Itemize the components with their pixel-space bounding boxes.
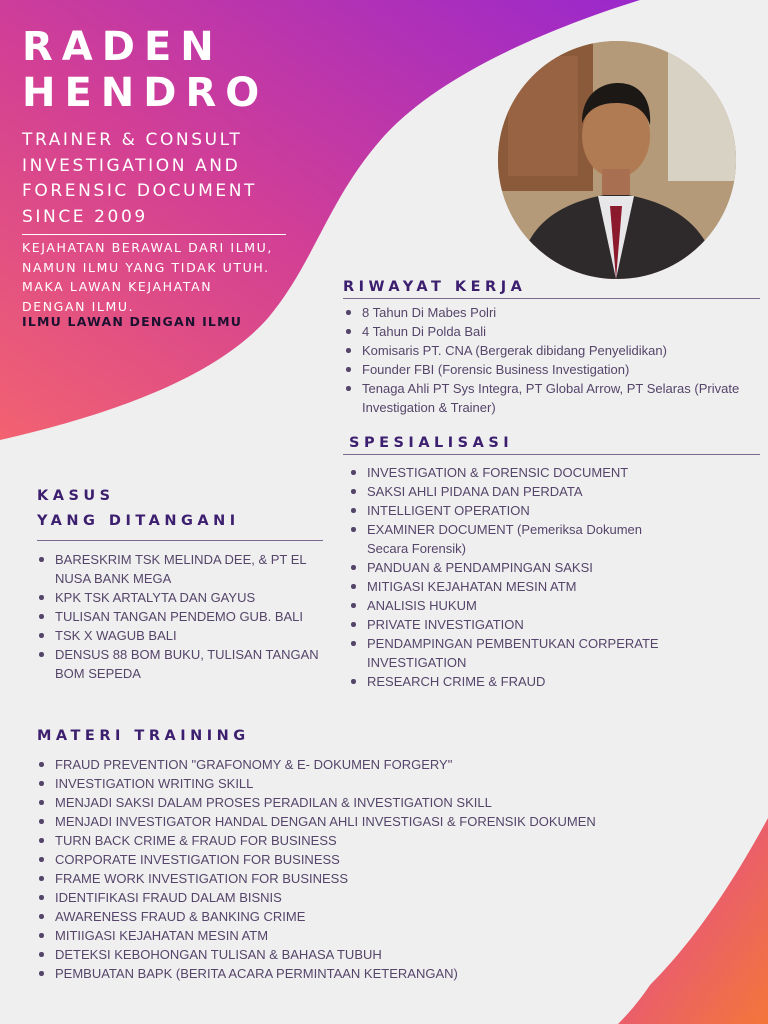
list-item: 4 Tahun Di Polda Bali xyxy=(340,322,758,341)
list-item: DETEKSI KEBOHONGAN TULISAN & BAHASA TUBUH xyxy=(33,945,713,964)
quote-line: MAKA LAWAN KEJAHATAN xyxy=(22,279,213,294)
tagline xyxy=(22,128,312,230)
list-item: TSK X WAGUB BALI xyxy=(33,626,343,645)
list-item: Komisaris PT. CNA (Bergerak dibidang Penyelidikan) xyxy=(340,341,758,360)
quote-line: KEJAHATAN BERAWAL DARI ILMU, xyxy=(22,240,273,255)
list-item: Founder FBI (Forensic Business Investigation) xyxy=(340,360,758,379)
list-item: PENDAMPINGAN PEMBENTUKAN CORPERATE INVESTIGATION xyxy=(345,634,675,672)
list-item: BARESKRIM TSK MELINDA DEE, & PT EL NUSA BANK MEGA xyxy=(33,550,343,588)
riwayat-divider xyxy=(343,298,760,299)
quote-line: DENGAN ILMU. xyxy=(22,298,135,314)
person-name xyxy=(22,24,268,116)
kasus-list xyxy=(33,550,343,683)
list-item: 8 Tahun Di Mabes Polri xyxy=(340,303,758,322)
kasus-divider xyxy=(37,540,323,541)
materi-training-heading: MATERI TRAINING xyxy=(37,728,250,744)
tagline-line: INVESTIGATION AND xyxy=(22,155,241,176)
list-item: MENJADI SAKSI DALAM PROSES PERADILAN & INVESTIGATION SKILL xyxy=(33,793,713,812)
list-item: TULISAN TANGAN PENDEMO GUB. BALI xyxy=(33,607,343,626)
tagline-divider xyxy=(22,234,286,235)
list-item: RESEARCH CRIME & FRAUD xyxy=(345,672,675,691)
spesialisasi-heading: SPESIALISASI xyxy=(349,435,514,451)
list-item: MITIIGASI KEJAHATAN MESIN ATM xyxy=(33,926,713,945)
tagline-line: SINCE 2009 xyxy=(22,206,148,227)
list-item: INTELLIGENT OPERATION xyxy=(345,501,675,520)
list-item: PRIVATE INVESTIGATION xyxy=(345,615,675,634)
list-item: INVESTIGATION WRITING SKILL xyxy=(33,774,713,793)
list-item: Tenaga Ahli PT Sys Integra, PT Global Arrow, PT Selaras (Private Investigation & Trainer) xyxy=(340,379,758,417)
name-line-1: RADEN xyxy=(22,24,223,70)
riwayat-kerja-list xyxy=(340,303,758,417)
list-item: ANALISIS HUKUM xyxy=(345,596,675,615)
riwayat-kerja-heading: RIWAYAT KERJA xyxy=(343,279,527,295)
tagline-line: FORENSIC DOCUMENT xyxy=(22,181,258,201)
list-item: DENSUS 88 BOM BUKU, TULISAN TANGAN BOM SEPEDA xyxy=(33,645,343,683)
profile-photo xyxy=(498,41,736,279)
list-item: INVESTIGATION & FORENSIC DOCUMENT xyxy=(345,463,675,482)
tagline-line: TRAINER & CONSULT xyxy=(22,130,243,150)
list-item: TURN BACK CRIME & FRAUD FOR BUSINESS xyxy=(33,831,713,850)
list-item: AWARENESS FRAUD & BANKING CRIME xyxy=(33,907,713,926)
materi-training-list xyxy=(33,755,713,983)
portrait-illustration xyxy=(498,41,736,279)
list-item: SAKSI AHLI PIDANA DAN PERDATA xyxy=(345,482,675,501)
list-item: MITIGASI KEJAHATAN MESIN ATM xyxy=(345,577,675,596)
list-item: IDENTIFIKASI FRAUD DALAM BISNIS xyxy=(33,888,713,907)
list-item: MENJADI INVESTIGATOR HANDAL DENGAN AHLI INVESTIGASI & FORENSIK DOKUMEN xyxy=(33,812,713,831)
name-line-2: HENDRO xyxy=(22,70,269,116)
quote-line: NAMUN ILMU YANG TIDAK UTUH. xyxy=(22,259,270,275)
list-item: PEMBUATAN BAPK (BERITA ACARA PERMINTAAN KETERANGAN) xyxy=(33,964,713,983)
list-item: FRAUD PREVENTION "GRAFONOMY & E- DOKUMEN FORGERY" xyxy=(33,755,713,774)
kasus-heading xyxy=(37,484,240,534)
kasus-heading-line-2: YANG DITANGANI xyxy=(37,513,240,529)
list-item: CORPORATE INVESTIGATION FOR BUSINESS xyxy=(33,850,713,869)
list-item: EXAMINER DOCUMENT (Pemeriksa Dokumen Secara Forensik) xyxy=(345,520,675,558)
quote-emphasis: ILMU LAWAN DENGAN ILMU xyxy=(22,314,243,329)
list-item: FRAME WORK INVESTIGATION FOR BUSINESS xyxy=(33,869,713,888)
list-item: PANDUAN & PENDAMPINGAN SAKSI xyxy=(345,558,675,577)
list-item: KPK TSK ARTALYTA DAN GAYUS xyxy=(33,588,343,607)
spesialisasi-list xyxy=(345,463,675,691)
spesialisasi-divider xyxy=(343,454,760,455)
quote xyxy=(22,238,302,316)
kasus-heading-line-1: KASUS xyxy=(37,488,115,504)
